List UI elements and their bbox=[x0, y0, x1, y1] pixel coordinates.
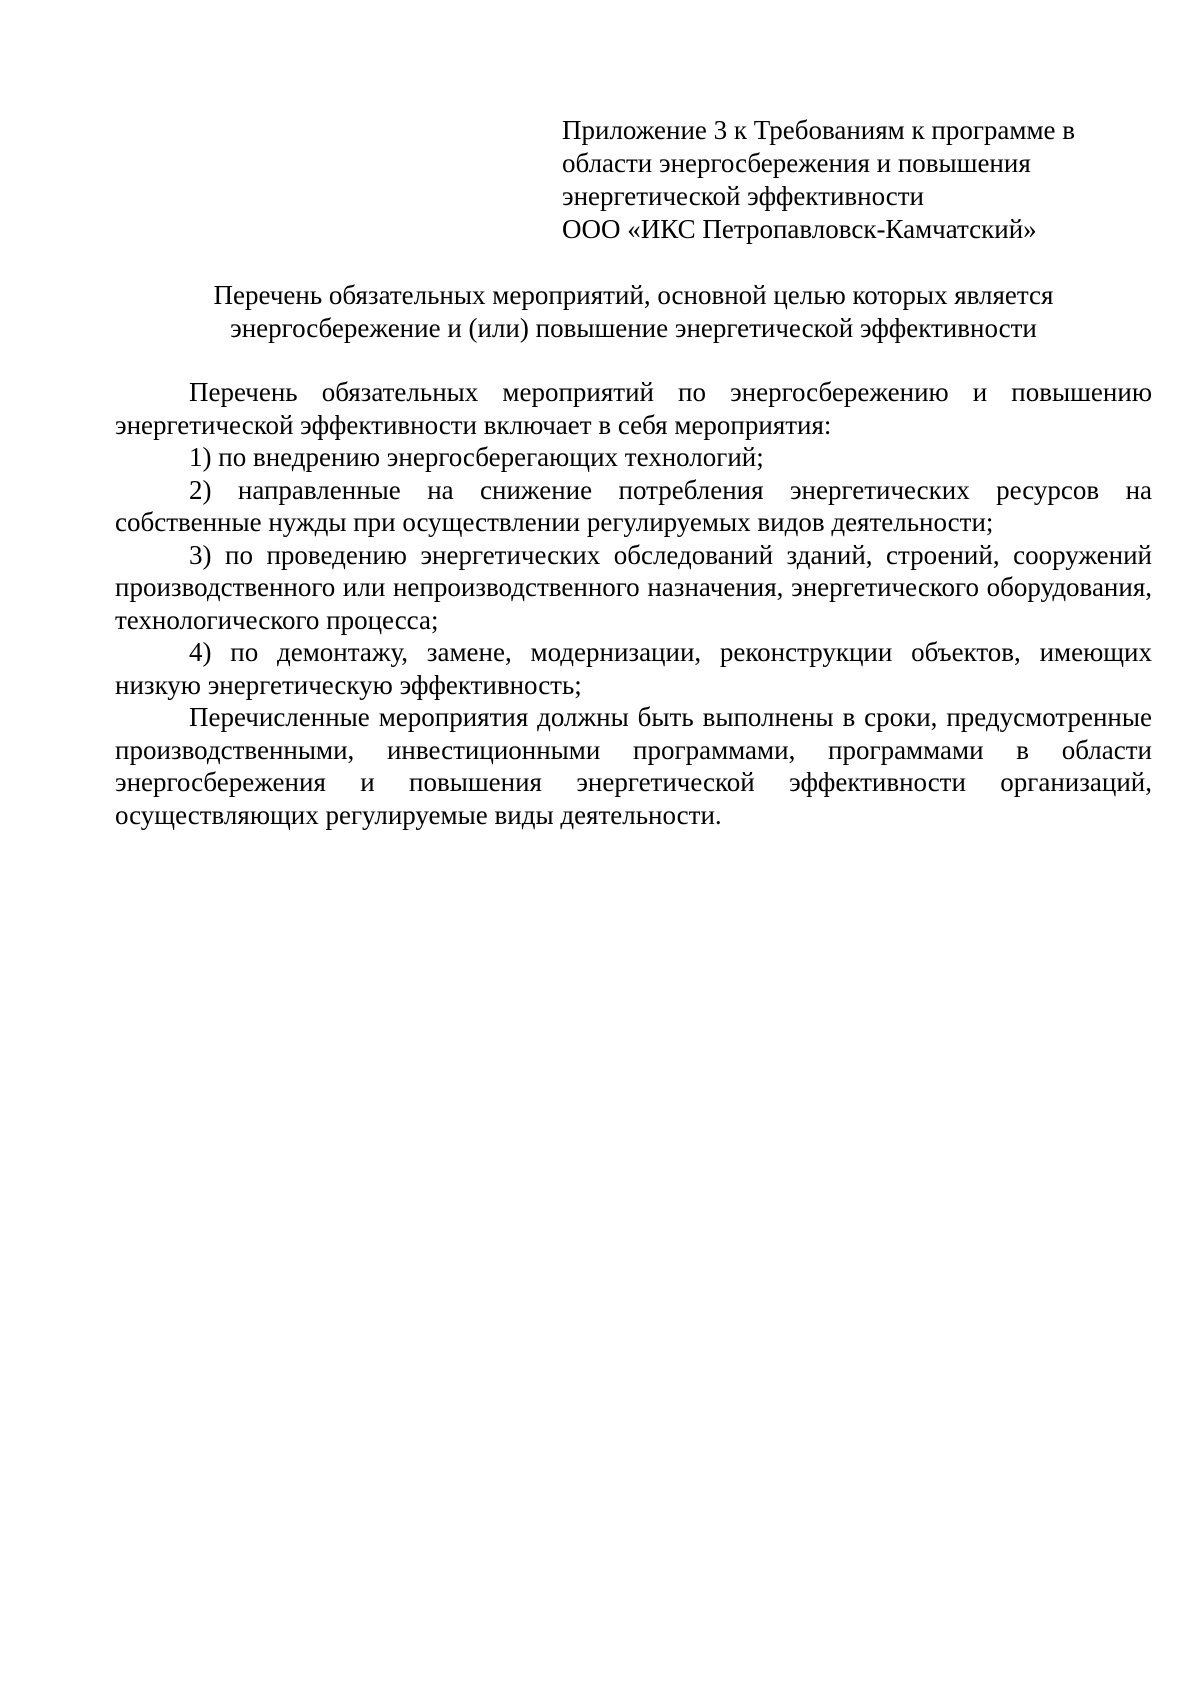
list-item-2: 2) направленные на снижение потребления энергетических ресурсов на собственные нужды при осуществлении регулируемых видов деятельности; bbox=[115, 474, 1152, 537]
appendix-header-line: энергетической эффективности bbox=[562, 181, 924, 211]
document-title-line: энергосбережение и (или) повышение энергетической эффективности bbox=[230, 313, 1037, 343]
document-title-line: Перечень обязательных мероприятий, основной целью которых является bbox=[213, 280, 1054, 310]
list-item-1: 1) по внедрению энергосберегающих технологий; bbox=[189, 442, 764, 472]
document-title bbox=[115, 279, 1152, 345]
appendix-header-line: области энергосбережения и повышения bbox=[562, 148, 1031, 178]
appendix-header-line: Приложение 3 к Требованиям к программе в bbox=[562, 115, 1076, 145]
list-item-3: 3) по проведению энергетических обследований зданий, строений, сооружений производственного или непроизводственного назначения, энергетического оборудования, технологического процесса; bbox=[115, 539, 1152, 635]
list-item-4: 4) по демонтажу, замене, модернизации, реконструкции объектов, имеющих низкую энергетическую эффективность; bbox=[115, 637, 1152, 700]
appendix-header bbox=[562, 114, 1122, 246]
body-paragraph-closing: Перечисленные мероприятия должны быть выполнены в сроки, предусмотренные производственными, инвестиционными программами, программами в области энергосбережения и повышения энергетической эффективности организаций, осуществляющих регулируемые виды деятельности. bbox=[115, 702, 1152, 830]
document-body bbox=[115, 376, 1152, 831]
appendix-header-line: ООО «ИКС Петропавловск-Камчатский» bbox=[562, 214, 1037, 244]
body-paragraph-intro: Перечень обязательных мероприятий по энергосбережению и повышению энергетической эффективности включает в себя мероприятия: bbox=[115, 377, 1152, 440]
